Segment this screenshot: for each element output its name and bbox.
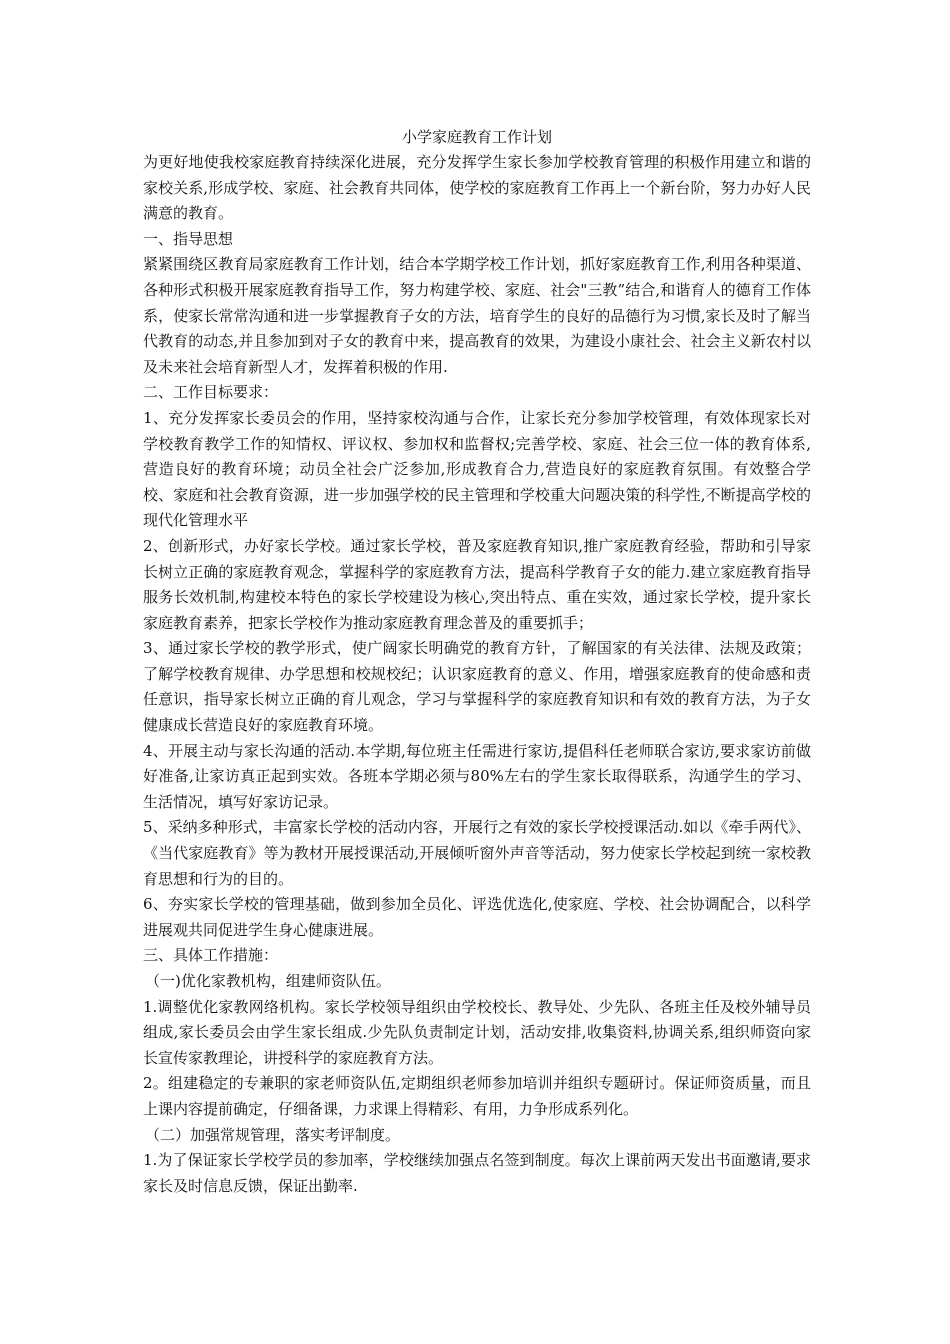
subsection-heading: （二）加强常规管理，落实考评制度。 bbox=[145, 1125, 401, 1144]
paragraph: 3、通过家长学校的教学形式，使广阔家长明确党的教育方针，了解国家的有关法律、法规及政策；了解学校教育规律、办学思想和校规校纪；认识家庭教育的意义、作用，增强家庭教育的使命感和责任意识，指导家长树立正确的育儿观念，学习与掌握科学的家庭教育知识和有效的教育方法，为子女健康成长营造良好的家庭教育环境。 bbox=[143, 639, 811, 735]
section-heading-work-goals: 二、工作目标要求： bbox=[143, 383, 279, 402]
paragraph: 2、创新形式，办好家长学校。通过家长学校，普及家庭教育知识,推广家庭教育经验，帮助和引导家长树立正确的家庭教育观念，掌握科学的家庭教育方法，提高科学教育子女的能力.建立家庭教育指导服务长效机制,构建校本特色的家长学校建设为核心,突出特点、重在实效，通过家长学校，提升家长家庭教育素养，把家长学校作为推动家庭教育理念普及的重要抓手； bbox=[143, 536, 811, 632]
paragraph: 5、采纳多种形式，丰富家长学校的活动内容，开展行之有效的家长学校授课活动.如以《牵手两代》、《当代家庭教育》等为教材开展授课活动,开展倾听窗外声音等活动，努力使家长学校起到统一家校教育思想和行为的目的。 bbox=[143, 818, 811, 888]
section-heading-measures: 三、具体工作措施： bbox=[143, 946, 279, 965]
paragraph: 2。组建稳定的专兼职的家老师资队伍,定期组织老师参加培训并组织专题研讨。保证师资质量，而且上课内容提前确定，仔细备课，力求课上得精彩、有用，力争形成系列化。 bbox=[143, 1074, 811, 1118]
paragraph: 1、充分发挥家长委员会的作用，坚持家校沟通与合作，让家长充分参加学校管理，有效体现家长对学校教育教学工作的知情权、评议权、参加权和监督权;完善学校、家庭、社会三位一体的教育体系,营造良好的教育环境；动员全社会广泛参加,形成教育合力,营造良好的家庭教育氛围。有效整合学校、家庭和社会教育资源，进一步加强学校的民主管理和学校重大问题决策的科学性,不断提高学校的现代化管理水平 bbox=[143, 408, 811, 530]
subsection-heading: （一)优化家教机构，组建师资队伍。 bbox=[145, 972, 391, 990]
section-heading-guiding-ideology: 一、指导思想 bbox=[143, 229, 234, 248]
paragraph: 6、夯实家长学校的管理基础，做到参加全员化、评选优选化,使家庭、学校、社会协调配合，以科学进展观共同促进学生身心健康进展。 bbox=[143, 895, 811, 939]
intro-paragraph: 为更好地使我校家庭教育持续深化进展，充分发挥学生家长参加学校教育管理的积极作用建立和谐的家校关系,形成学校、家庭、社会教育共同体，使学校的家庭教育工作再上一个新台阶，努力办好人民满意的教育。 bbox=[143, 153, 811, 223]
paragraph: 紧紧围绕区教育局家庭教育工作计划，结合本学期学校工作计划，抓好家庭教育工作,利用各种渠道、各种形式积极开展家庭教育指导工作，努力构建学校、家庭、社会"三教”结合,和谐育人的德育工作体系，使家长常常沟通和进一步掌握教育子女的方法，培育学生的良好的品德行为习惯,家长及时了解当代教育的动态,并且参加到对子女的教育中来，提高教育的效果，为建设小康社会、社会主义新农村以及未来社会培育新型人才，发挥着积极的作用. bbox=[143, 255, 811, 376]
document-page bbox=[143, 126, 811, 1199]
paragraph: 1.为了保证家长学校学员的参加率，学校继续加强点名签到制度。每次上课前两天发出书面邀请,要求家长及时信息反馈，保证出勤率. bbox=[143, 1151, 811, 1195]
document-title: 小学家庭教育工作计划 bbox=[401, 128, 552, 146]
paragraph: 1.调整优化家教网络机构。家长学校领导组织由学校校长、教导处、少先队、各班主任及校外辅导员组成,家长委员会由学生家长组成.少先队负责制定计划，活动安排,收集资料,协调关系,组织师资向家长宣传家教理论，讲授科学的家庭教育方法。 bbox=[143, 997, 811, 1067]
paragraph: 4、开展主动与家长沟通的活动.本学期,每位班主任需进行家访,提倡科任老师联合家访,要求家访前做好准备,让家访真正起到实效。各班本学期必须与80%左右的学生家长取得联系，沟通学生的学习、生活情况，填写好家访记录。 bbox=[143, 741, 811, 811]
